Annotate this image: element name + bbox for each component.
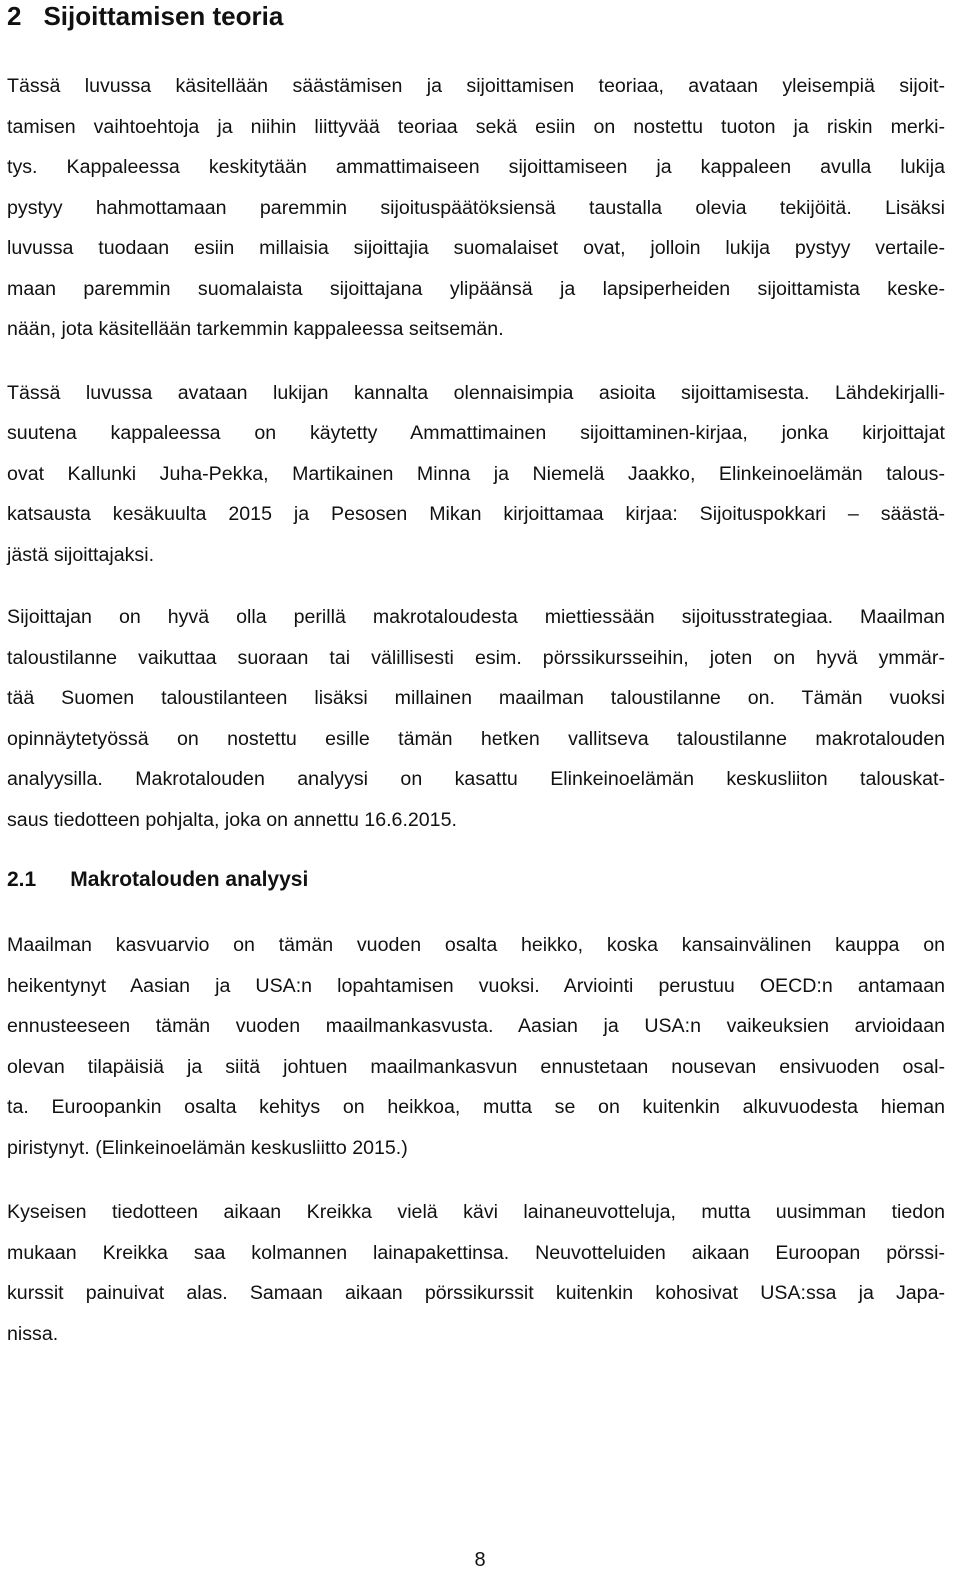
paragraph-line: tamisen vaihtoehtoja ja niihin liittyvää teoriaa sekä esiin on nostettu tuoton ja riskin merki- (7, 115, 945, 138)
paragraph-intro-1 (7, 66, 945, 350)
paragraph-line: kurssit painuivat alas. Samaan aikaan pörssikurssit kuitenkin kohosivat USA:ssa ja Japa- (7, 1282, 945, 1304)
paragraph-intro-2 (7, 373, 945, 576)
page-number: 8 (474, 1549, 486, 1571)
paragraph-line: Tässä luvussa käsitellään säästämisen ja sijoittamisen teoriaa, avataan yleisempiä sijoit- (7, 75, 945, 97)
paragraph-section-1 (7, 925, 945, 1168)
paragraph-line: ennusteeseen tämän vuoden maailmankasvusta. Aasian ja USA:n vaikeuksien arvioidaan (7, 1015, 945, 1037)
chapter-title: Sijoittamisen teoria (43, 1, 284, 31)
paragraph-line: Sijoittajan on hyvä olla perillä makrotaloudesta miettiessään sijoitusstrategiaa. Maailman (7, 606, 945, 628)
paragraph-line: Tässä luvussa avataan lukijan kannalta olennaisimpia asioita sijoittamisesta. Lähdekirjalli- (7, 381, 945, 404)
paragraph-line: mukaan Kreikka saa kolmannen lainapakettinsa. Neuvotteluiden aikaan Euroopan pörssi- (7, 1241, 945, 1264)
paragraph-line: suutena kappaleessa on käytetty Ammattimainen sijoittaminen-kirjaa, jonka kirjoittajat (7, 422, 945, 444)
paragraph-line: piristynyt. (Elinkeinoelämän keskusliitto 2015.) (7, 1136, 408, 1159)
paragraph-line: ta. Euroopankin osalta kehitys on heikkoa, mutta se on kuitenkin alkuvuodesta hieman (7, 1096, 945, 1118)
document-page (7, 0, 945, 1354)
paragraph-line: tää Suomen taloustilanteen lisäksi millainen maailman taloustilanne on. Tämän vuoksi (7, 687, 945, 709)
paragraph-line: luvussa tuodaan esiin millaisia sijoittajia suomalaiset ovat, jolloin lukija pystyy vertaile- (7, 237, 945, 259)
paragraph-line: heikentynyt Aasian ja USA:n lopahtamisen vuoksi. Arviointi perustuu OECD:n antamaan (7, 974, 945, 997)
chapter-number: 2 (7, 1, 22, 31)
paragraph-line: taloustilanne vaikuttaa suoraan tai välillisesti esim. pörssikursseihin, joten on hyvä ymmär- (7, 646, 945, 669)
paragraph-line: analyysilla. Makrotalouden analyysi on kasattu Elinkeinoelämän keskusliiton talouskat- (7, 768, 945, 790)
paragraph-line: saus tiedotteen pohjalta, joka on annettu 16.6.2015. (7, 808, 457, 831)
chapter-heading (7, 0, 945, 33)
paragraph-line: maan paremmin suomalaista sijoittajana ylipäänsä ja lapsiperheiden sijoittamista keske- (7, 277, 945, 300)
paragraph-line: jästä sijoittajaksi. (7, 543, 155, 566)
paragraph-intro-3 (7, 597, 945, 840)
section-number: 2.1 (7, 868, 37, 891)
section-title: Makrotalouden analyysi (70, 868, 309, 891)
paragraph-section-2 (7, 1192, 945, 1354)
section-heading (7, 860, 945, 900)
paragraph-line: tys. Kappaleessa keskitytään ammattimaiseen sijoittamiseen ja kappaleen avulla lukija (7, 156, 945, 178)
paragraph-line: katsausta kesäkuulta 2015 ja Pesosen Mikan kirjoittamaa kirjaa: Sijoituspokkari – säästä- (7, 503, 945, 525)
paragraph-line: Maailman kasvuarvio on tämän vuoden osalta heikko, koska kansainvälinen kauppa on (7, 934, 945, 956)
paragraph-line: nään, jota käsitellään tarkemmin kappaleessa seitsemän. (7, 318, 504, 340)
paragraph-line: opinnäytetyössä on nostettu esille tämän hetken vallitseva taloustilanne makrotalouden (7, 727, 945, 750)
paragraph-line: olevan tilapäisiä ja siitä johtuen maailmankasvun ennustetaan nousevan ensivuoden osal- (7, 1055, 945, 1078)
paragraph-line: pystyy hahmottamaan paremmin sijoituspäätöksiensä taustalla olevia tekijöitä. Lisäksi (7, 196, 945, 219)
paragraph-line: nissa. (7, 1322, 59, 1345)
paragraph-line: ovat Kallunki Juha-Pekka, Martikainen Minna ja Niemelä Jaakko, Elinkeinoelämän talous- (7, 462, 945, 485)
paragraph-line: Kyseisen tiedotteen aikaan Kreikka vielä kävi lainaneuvotteluja, mutta uusimman tiedon (7, 1201, 945, 1223)
